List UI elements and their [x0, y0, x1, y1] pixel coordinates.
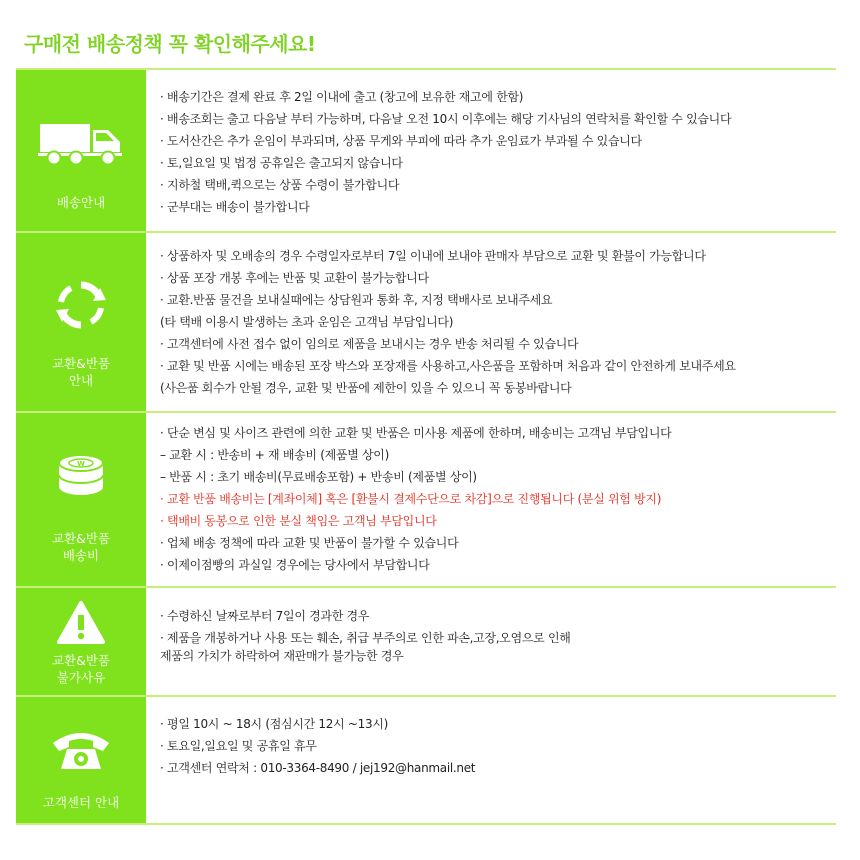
list-item: · 단순 변심 및 사이즈 관련에 의한 교환 및 반품은 미사용 제품에 한하며, 배송비는 고객님 부담입니다 [160, 426, 672, 440]
section-content [146, 413, 836, 586]
list-item: · 군부대는 배송이 불가합니다 [160, 200, 310, 214]
list-item: · 지하철 택배,퀵으로는 상품 수령이 불가합니다 [160, 178, 400, 192]
section-sidebar [16, 233, 146, 411]
list-item: · 상품하자 및 오배송의 경우 수령일자로부터 7일 이내에 보내야 판매자 부담으로 교환 및 환불이 가능합니다 [160, 249, 706, 263]
list-item: · 업체 배송 정책에 따라 교환 및 반품이 불가할 수 있습니다 [160, 536, 459, 550]
section-sidebar [16, 70, 146, 231]
list-item: · 고객센터에 사전 접수 없이 임의로 제품을 보내시는 경우 반송 처리될 수 있습니다 [160, 337, 579, 351]
svg-text:W: W [77, 460, 85, 468]
truck-icon [16, 118, 146, 166]
section-label: 교환&반품 배송비 [51, 531, 111, 563]
list-item: · 도서산간은 추가 운임이 부과되며, 상품 무게와 부피에 따라 추가 운임료가 부과될 수 있습니다 [160, 134, 642, 148]
list-item: · 이제이점빵의 과실일 경우에는 당사에서 부담합니다 [160, 558, 430, 572]
section-sidebar [16, 697, 146, 823]
list-item: · 교환 및 반품 시에는 배송된 포장 박스와 포장재를 사용하고,사은품을 포함하며 처음과 같이 안전하게 보내주세요 [160, 359, 736, 373]
list-item: · 교환.반품 물건을 보내실때에는 상담원과 통화 후, 지정 택배사로 보내주세요 [160, 293, 553, 307]
list-item: (사은품 회수가 안될 경우, 교환 및 반품에 제한이 있을 수 있으니 꼭 동봉바랍니다 [160, 381, 572, 395]
section-label: 배송안내 [56, 195, 106, 210]
list-item: · 배송기간은 결제 완료 후 2일 이내에 출고 (창고에 보유한 재고에 한함) [160, 90, 524, 104]
section-sidebar [16, 588, 146, 695]
list-item: · 평일 10시 ~ 18시 (점심시간 12시 ~13시) [160, 717, 388, 731]
warning-icon [16, 600, 146, 646]
section-exchange-fee [16, 411, 836, 586]
policy-table [16, 68, 836, 825]
list-item: – 반품 시 : 초기 배송비(무료배송포함) + 반송비 (제품별 상이) [160, 470, 477, 484]
section-content [146, 588, 836, 695]
section-content [146, 697, 836, 823]
section-customer-center [16, 695, 836, 825]
list-item-warning: · 교환 반품 배송비는 [계좌이체] 혹은 [환불시 결제수단으로 차감]으로 진행됩니다 (분실 위험 방지) [160, 492, 662, 506]
list-item: – 교환 시 : 반송비 + 재 배송비 (제품별 상이) [160, 448, 389, 462]
section-content [146, 70, 836, 231]
list-item: · 제품을 개봉하거나 사용 또는 훼손, 취급 부주의로 인한 파손,고장,오염으로 인해 [160, 631, 571, 645]
list-item: · 상품 포장 개봉 후에는 반품 및 교환이 불가능합니다 [160, 271, 429, 285]
list-item-warning: · 택배비 동봉으로 인한 분실 책임은 고객님 부담입니다 [160, 514, 437, 528]
list-item: 제품의 가치가 하락하여 재판매가 불가능한 경우 [160, 649, 404, 663]
section-shipping [16, 68, 836, 231]
list-item: · 토,일요일 및 법정 공휴일은 출고되지 않습니다 [160, 156, 403, 170]
telephone-icon [16, 727, 146, 775]
section-exchange-info [16, 231, 836, 411]
section-content [146, 233, 836, 411]
list-item: · 배송조회는 출고 다음날 부터 가능하며, 다음날 오전 10시 이후에는 해당 기사님의 연락처를 확인할 수 있습니다 [160, 112, 732, 126]
contact-info: · 고객센터 연락처 : 010-3364-8490 / jej192@hanmail.net [160, 761, 476, 775]
coins-icon [16, 443, 146, 499]
section-exchange-restrictions [16, 586, 836, 695]
section-label: 교환&반품 안내 [51, 356, 111, 388]
page-title: 구매전 배송정책 꼭 확인해주세요! [24, 32, 316, 56]
exchange-arrows-icon [16, 277, 146, 333]
list-item: · 토요일,일요일 및 공휴일 휴무 [160, 739, 317, 753]
section-label: 교환&반품 불가사유 [51, 653, 111, 685]
list-item: (타 택배 이용시 발생하는 초과 운임은 고객님 부담입니다) [160, 315, 454, 329]
section-label: 고객센터 안내 [42, 795, 120, 810]
list-item: · 수령하신 날짜로부터 7일이 경과한 경우 [160, 609, 370, 623]
section-sidebar [16, 413, 146, 586]
